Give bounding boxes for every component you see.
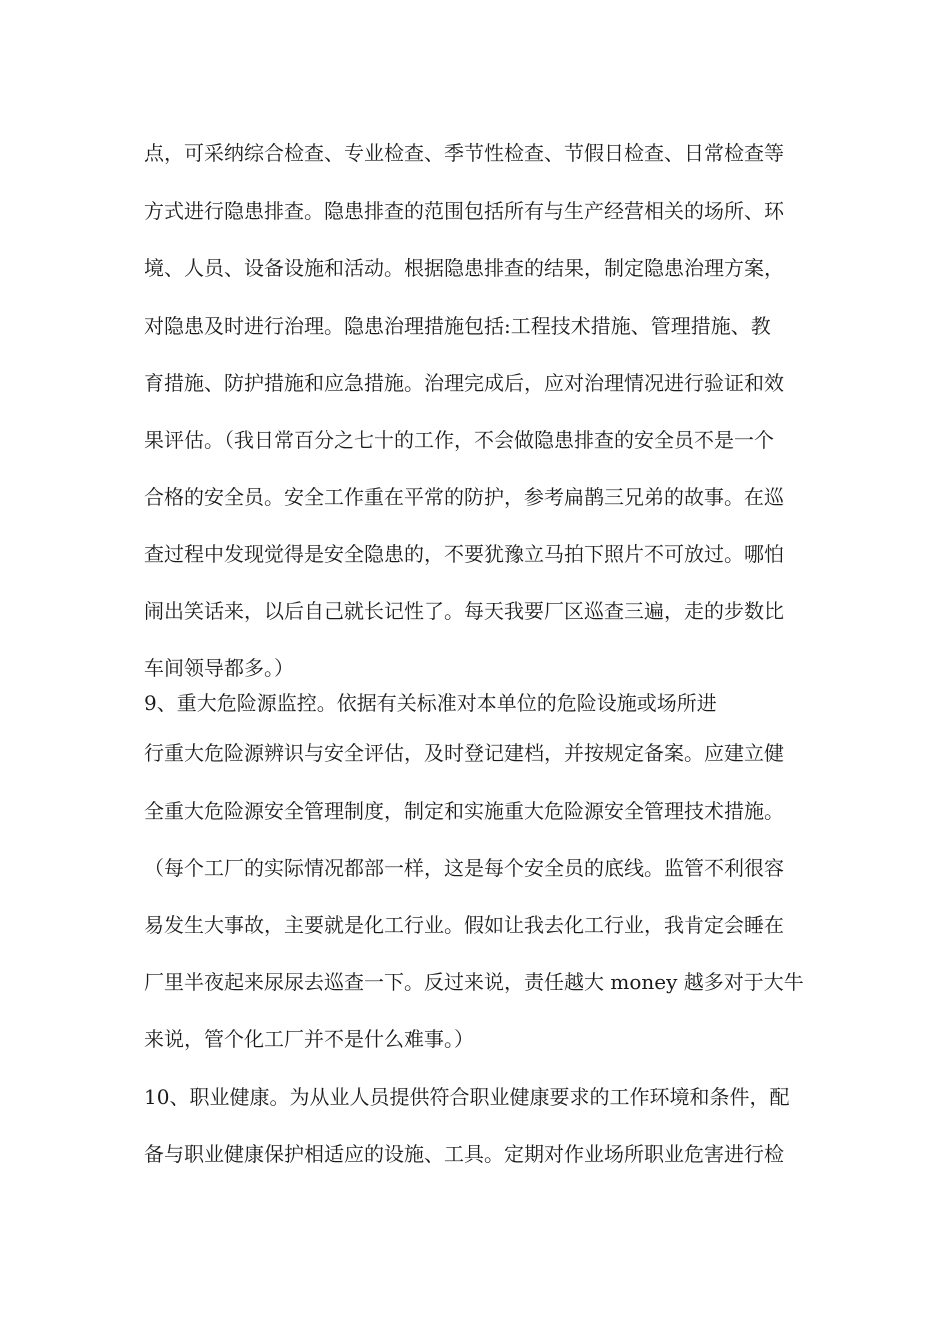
text-line: 来说，管个化工厂并不是什么难事。）: [144, 1027, 474, 1051]
text-line: 境、人员、设备设施和活动。根据隐患排查的结果，制定隐患治理方案，: [144, 256, 784, 280]
text-line: 果评估。（我日常百分之七十的工作，不会做隐患排查的安全员不是一个: [144, 428, 774, 452]
text-line: 查过程中发现觉得是安全隐患的，不要犹豫立马拍下照片不可放过。哪怕: [144, 542, 784, 566]
text-line: 行重大危险源辨识与安全评估，及时登记建档，并按规定备案。应建立健: [144, 741, 784, 765]
text-line: 备与职业健康保护相适应的设施、工具。定期对作业场所职业危害进行检: [144, 1142, 784, 1166]
text-line: （每个工厂的实际情况都部一样，这是每个安全员的底线。监管不利很容: [144, 856, 784, 880]
text-line: 车间领导都多。）: [144, 656, 294, 680]
text-line: 点，可采纳综合检查、专业检查、季节性检查、节假日检查、日常检查等: [144, 141, 784, 165]
text-line: 对隐患及时进行治理。隐患治理措施包括:工程技术措施、管理措施、教: [144, 314, 771, 338]
text-line: 全重大危险源安全管理制度，制定和实施重大危险源安全管理技术措施。: [144, 799, 784, 823]
section-heading-10: 10、职业健康。为从业人员提供符合职业健康要求的工作环境和条件，配: [144, 1085, 790, 1109]
text-line: 方式进行隐患排查。隐患排查的范围包括所有与生产经营相关的场所、环: [144, 199, 784, 223]
text-line: 厂里半夜起来尿尿去巡查一下。反过来说，责任越大 money 越多对于大牛: [144, 970, 804, 994]
text-line: 易发生大事故，主要就是化工行业。假如让我去化工行业，我肯定会睡在: [144, 913, 784, 937]
text-line: 育措施、防护措施和应急措施。治理完成后，应对治理情况进行验证和效: [144, 371, 784, 395]
text-line: 合格的安全员。安全工作重在平常的防护，参考扁鹊三兄弟的故事。在巡: [144, 485, 784, 509]
text-line: 闹出笑话来，以后自己就长记性了。每天我要厂区巡查三遍，走的步数比: [144, 599, 784, 623]
section-heading-9: 9、重大危险源监控。依据有关标准对本单位的危险设施或场所进: [144, 691, 717, 715]
